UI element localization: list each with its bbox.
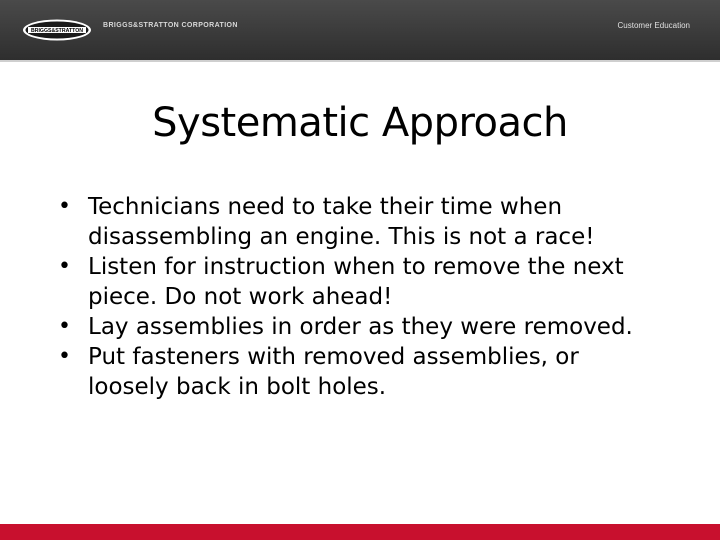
slide-title: Systematic Approach (152, 100, 568, 146)
department-label: Customer Education (617, 21, 690, 30)
bullet-item (58, 192, 658, 252)
bullet-list (58, 192, 658, 402)
briggs-stratton-logo (22, 19, 92, 41)
bullet-item (58, 312, 658, 342)
bullet-text: Technicians need to take their time when disassembling an engine. This is not a race! (88, 194, 595, 250)
bullet-text: Lay assemblies in order as they were removed. (88, 314, 633, 340)
bullet-dot-icon: • (58, 314, 71, 339)
bullet-dot-icon: • (58, 254, 71, 279)
bullet-text: Put fasteners with removed assemblies, or loosely back in bolt holes. (88, 344, 579, 400)
header-bar (0, 0, 720, 62)
bullet-text: Listen for instruction when to remove the next piece. Do not work ahead! (88, 254, 624, 310)
corporation-name: BRIGGS&STRATTON CORPORATION (103, 22, 238, 29)
bullet-item (58, 252, 658, 312)
logo-text: BRIGGS&STRATTON (31, 28, 83, 34)
bullet-dot-icon: • (58, 344, 71, 369)
footer-accent-bar (0, 524, 720, 540)
bullet-item (58, 342, 658, 402)
bullet-dot-icon: • (58, 194, 71, 219)
